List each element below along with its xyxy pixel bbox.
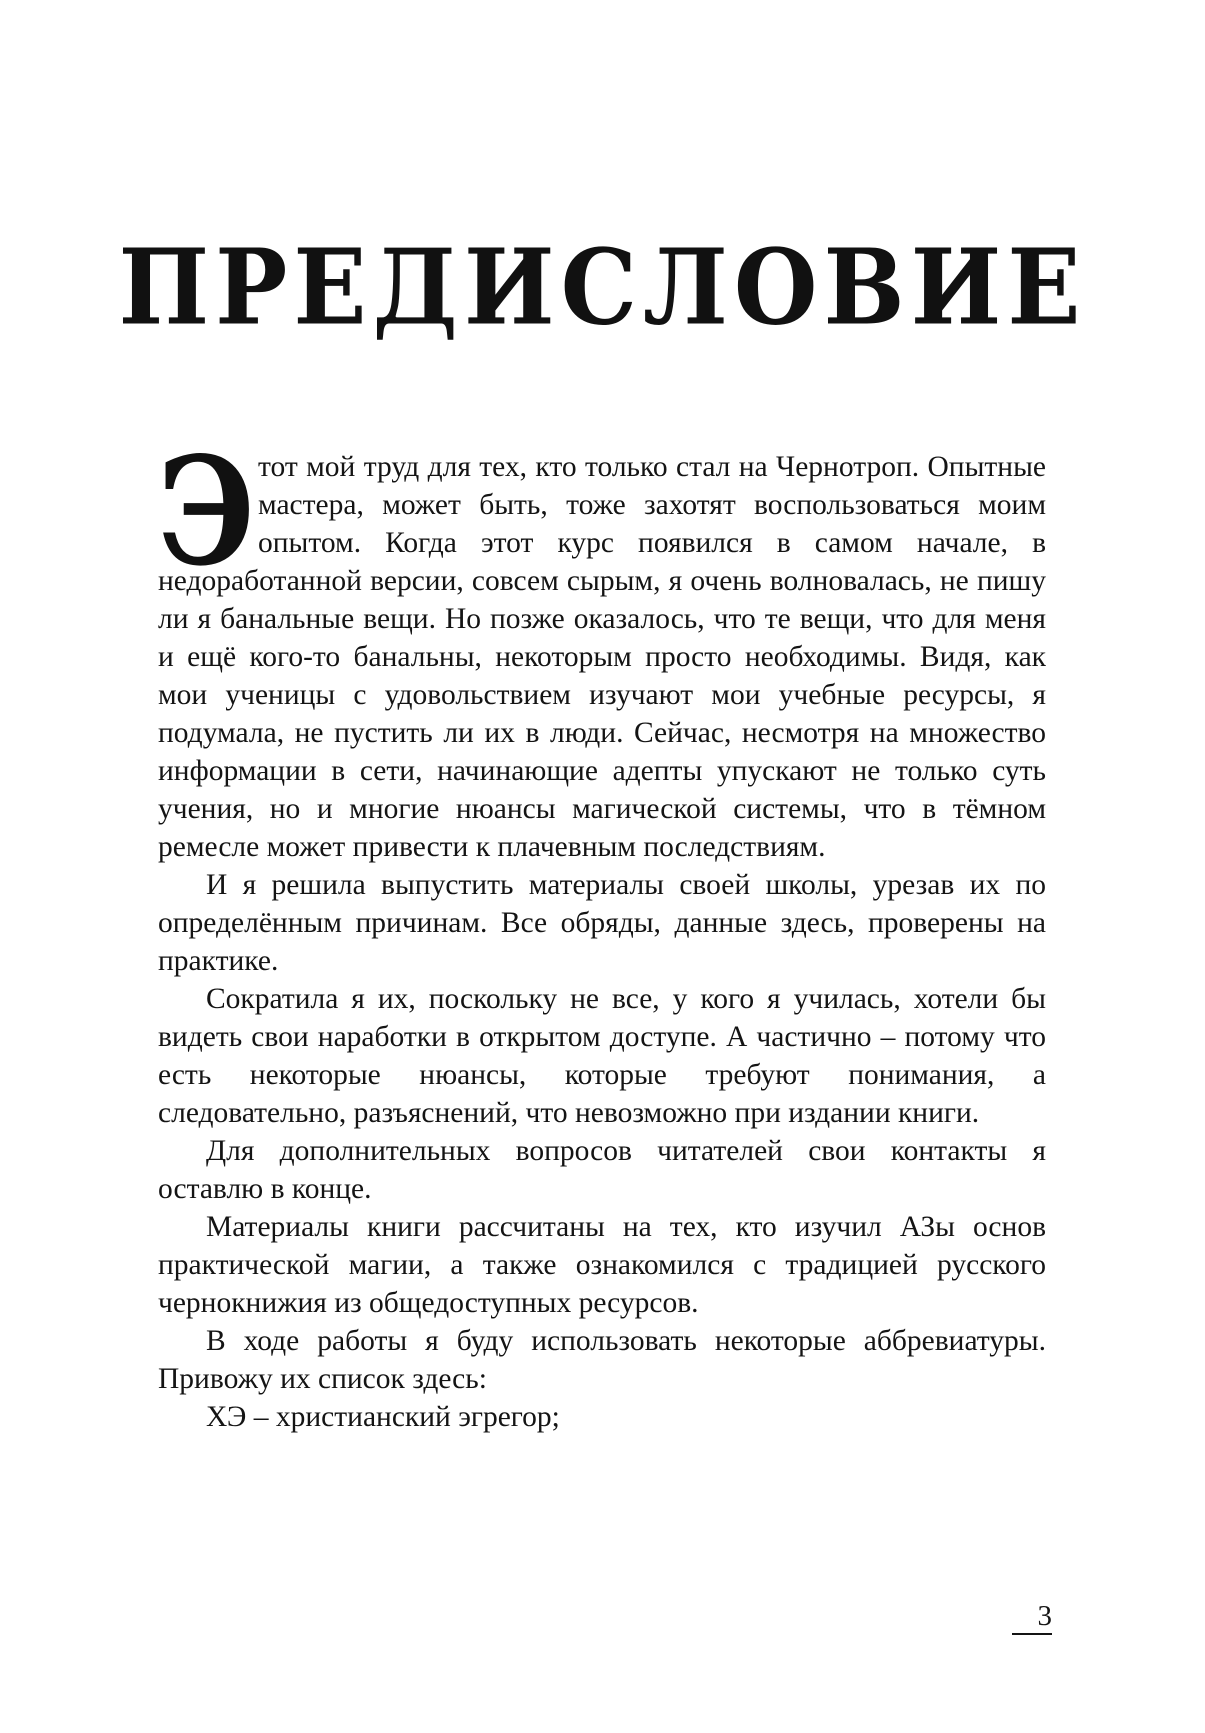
paragraph: Сократила я их, поскольку не все, у кого я училась, хотели бы видеть свои наработки в открытом доступе. А частично – потому что есть некоторые нюансы, которые требуют понимания, а следовательно, разъяснений, что невозможно при издании книги.	[158, 983, 1046, 1129]
chapter-title: ПРЕДИСЛОВИЕ	[118, 226, 1087, 349]
page-number: 3	[1012, 1600, 1052, 1635]
paragraph: Материалы книги рассчитаны на тех, кто изучил АЗы основ практической магии, а также ознакомился с традицией русского чернокнижия из общедоступных ресурсов.	[158, 1211, 1046, 1319]
paragraph	[158, 423, 1046, 866]
drop-cap-letter: Э	[158, 423, 256, 599]
paragraph: ХЭ – христианский эгрегор;	[206, 1401, 560, 1433]
paragraph: Для дополнительных вопросов читателей свои контакты я оставлю в конце.	[158, 1135, 1046, 1205]
paragraph: В ходе работы я буду использовать некоторые аббревиатуры. Привожу их список здесь:	[158, 1325, 1046, 1395]
chapter-body	[158, 423, 1046, 1436]
paragraph-text: тот мой труд для тех, кто только стал на Чернотроп. Опытные мастера, может быть, тоже захотят воспользоваться моим опытом. Когда этот курс появился в самом начале, в недоработанной версии, совсем сырым, я очень волновалась, не пишу ли я банальные вещи. Но позже оказалось, что те вещи, что для меня и ещё кого-то банальны, некоторым просто необходимы. Видя, как мои ученицы с удовольствием изучают мои учебные ресурсы, я подумала, не пустить ли их в люди. Сейчас, несмотря на множество информации в сети, начинающие адепты упускают не только суть учения, но и многие нюансы магической системы, что в тёмном ремесле может привести к плачевным последствиям.	[158, 451, 1046, 863]
paragraph: И я решила выпустить материалы своей школы, урезав их по определённым причинам. Все обряды, данные здесь, проверены на практике.	[158, 869, 1046, 977]
